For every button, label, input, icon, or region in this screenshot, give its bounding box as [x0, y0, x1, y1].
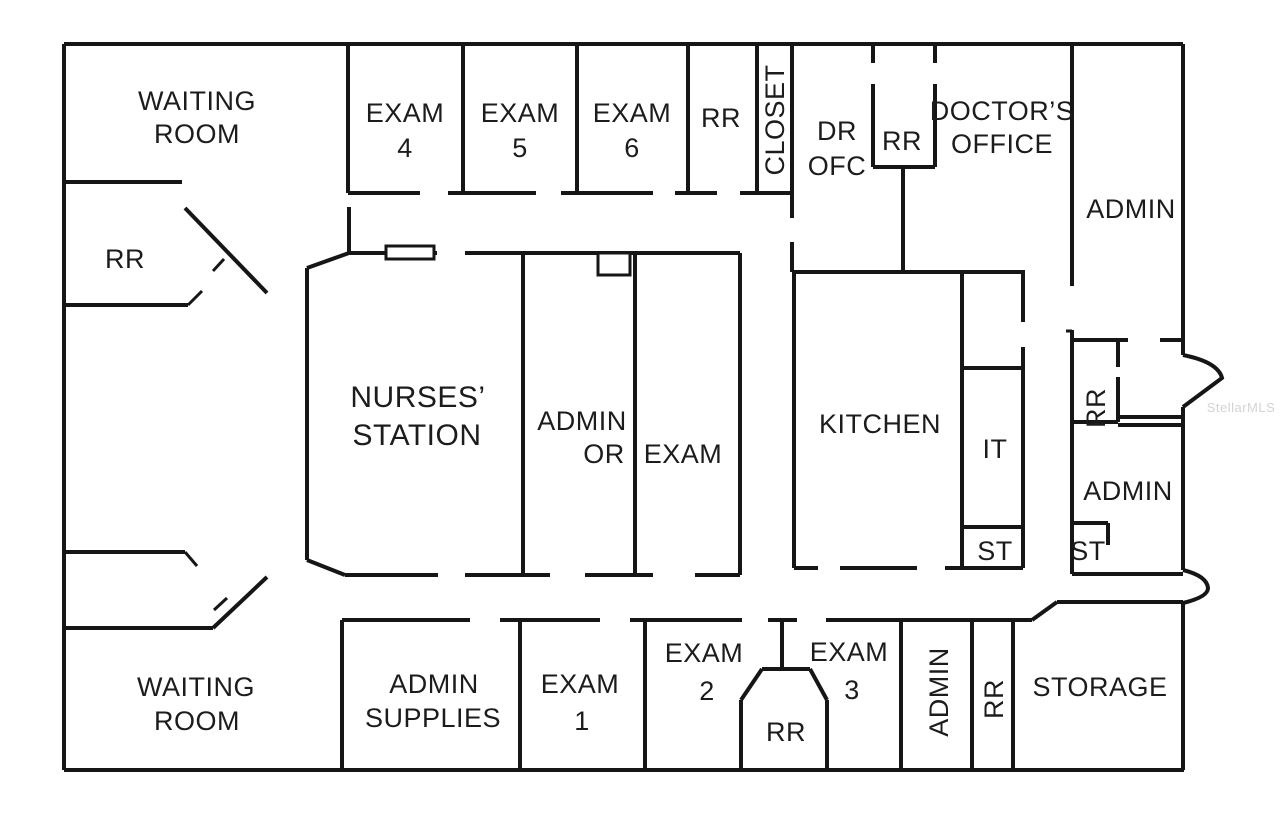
room-label-rr-bottom-right: RR — [979, 679, 1009, 719]
door-symbol — [598, 253, 630, 275]
room-label-admin-or: OR — [583, 439, 625, 469]
window-symbol — [386, 246, 434, 259]
room-label-exam-middle: EXAM — [643, 439, 723, 469]
door-swing-icon — [1183, 570, 1208, 603]
room-label-waiting-room-top: WAITING — [138, 86, 256, 116]
room-label-admin-right: ADMIN — [1083, 476, 1173, 506]
room-label-exam-3: 3 — [844, 675, 860, 705]
room-label-admin-supplies: ADMIN — [389, 669, 479, 699]
room-label-kitchen: KITCHEN — [818, 409, 942, 439]
room-label-admin-bottom: ADMIN — [924, 647, 954, 737]
room-label-exam-1: 1 — [574, 706, 590, 736]
room-label-closet: CLOSET — [760, 64, 790, 176]
room-label-admin-or: ADMIN — [537, 406, 627, 436]
watermark: StellarMLS — [1206, 400, 1276, 415]
room-label-waiting-room-top: ROOM — [154, 119, 240, 149]
room-label-rr-top-left: RR — [105, 244, 145, 274]
room-label-exam-3: EXAM — [809, 637, 889, 667]
room-label-dr-ofc: DR — [817, 116, 857, 146]
room-label-rr-right: RR — [1081, 388, 1111, 428]
room-labels — [105, 64, 1176, 747]
room-label-rr-top: RR — [701, 103, 741, 133]
room-label-st-kitchen: ST — [977, 536, 1013, 566]
room-label-storage: STORAGE — [1032, 672, 1168, 702]
room-label-exam-1: EXAM — [540, 669, 620, 699]
room-label-dr-ofc: OFC — [807, 151, 867, 181]
room-label-exam-6: 6 — [624, 133, 640, 163]
room-label-rr-bottom-center: RR — [766, 717, 806, 747]
room-label-doctors-office: DOCTOR’S — [929, 96, 1075, 126]
room-label-waiting-room-bottom: ROOM — [154, 706, 240, 736]
room-label-rr-doctors: RR — [882, 126, 922, 156]
room-label-exam-4: EXAM — [365, 98, 445, 128]
room-label-exam-5: 5 — [512, 133, 528, 163]
room-label-admin-top-right: ADMIN — [1086, 194, 1176, 224]
room-label-it: IT — [982, 434, 1008, 464]
room-label-exam-5: EXAM — [480, 98, 560, 128]
room-label-exam-4: 4 — [397, 133, 413, 163]
room-label-exam-2: EXAM — [664, 638, 744, 668]
room-label-nurses-station: STATION — [352, 419, 482, 452]
room-label-exam-2: 2 — [699, 676, 715, 706]
room-label-st-right: ST — [1070, 536, 1106, 566]
room-label-waiting-room-bottom: WAITING — [137, 672, 255, 702]
room-label-admin-supplies: SUPPLIES — [364, 703, 502, 733]
room-label-doctors-office: OFFICE — [951, 129, 1053, 159]
room-label-exam-6: EXAM — [592, 98, 672, 128]
room-label-nurses-station: NURSES’ — [350, 381, 486, 414]
